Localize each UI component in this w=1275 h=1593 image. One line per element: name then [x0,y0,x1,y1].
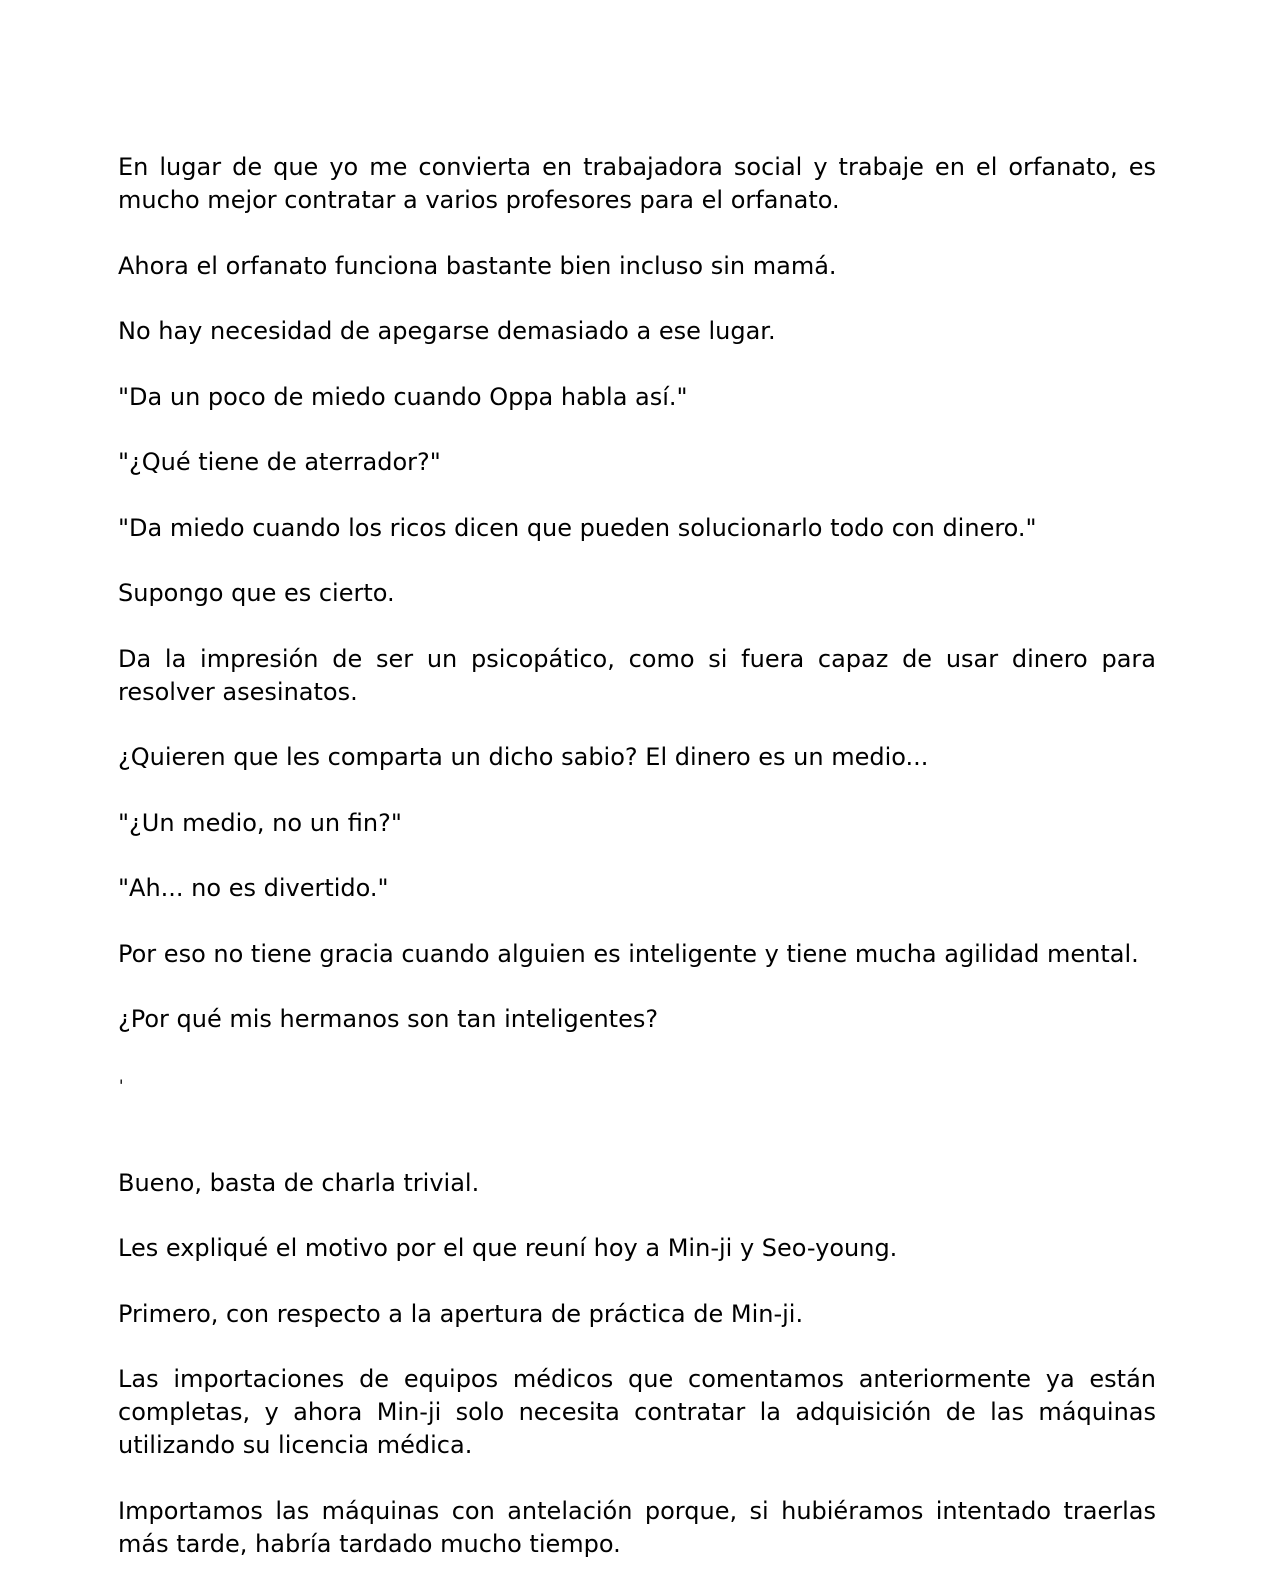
paragraph: En lugar de que yo me convierta en trabajadora social y trabaje en el orfanato, es mucho mejor contratar a varios profesores para el orfanato. [118,153,1156,214]
paragraph: No hay necesidad de apegarse demasiado a ese lugar. [118,317,776,345]
scene-separator: ' [119,1075,124,1095]
paragraph: ¿Por qué mis hermanos son tan inteligentes? [118,1005,659,1033]
paragraph: Importamos las máquinas con antelación porque, si hubiéramos intentado traerlas más tarde, habría tardado mucho tiempo. [118,1496,1156,1558]
paragraph: Da la impresión de ser un psicopático, como si fuera capaz de usar dinero para resolver asesinatos. [118,644,1156,706]
paragraph: Bueno, basta de charla trivial. [118,1168,480,1197]
paragraph: Les expliqué el motivo por el que reuní hoy a Min-ji y Seo-young. [118,1234,898,1262]
dialogue-line: "¿Qué tiene de aterrador?" [118,448,441,476]
paragraph: Por eso no tiene gracia cuando alguien es inteligente y tiene mucha agilidad mental. [118,939,1139,968]
dialogue-line: "Da un poco de miedo cuando Oppa habla así." [118,382,688,411]
paragraph: ¿Quieren que les comparta un dicho sabio? El dinero es un medio... [118,743,929,771]
paragraph: Primero, con respecto a la apertura de práctica de Min-ji. [118,1299,804,1328]
paragraph: Las importaciones de equipos médicos que comentamos anteriormente ya están completas, y ahora Min-ji solo necesita contratar la adquisición de las máquinas utilizando su licencia médica. [118,1365,1156,1459]
paragraph: Ahora el orfanato funciona bastante bien incluso sin mamá. [118,251,837,280]
dialogue-line: "Da miedo cuando los ricos dicen que pueden solucionarlo todo con dinero." [118,513,1037,542]
dialogue-line: "Ah... no es divertido." [118,874,389,902]
dialogue-line: "¿Un medio, no un fin?" [118,808,402,837]
document-page [118,151,1156,1593]
paragraph: Supongo que es cierto. [118,579,395,607]
